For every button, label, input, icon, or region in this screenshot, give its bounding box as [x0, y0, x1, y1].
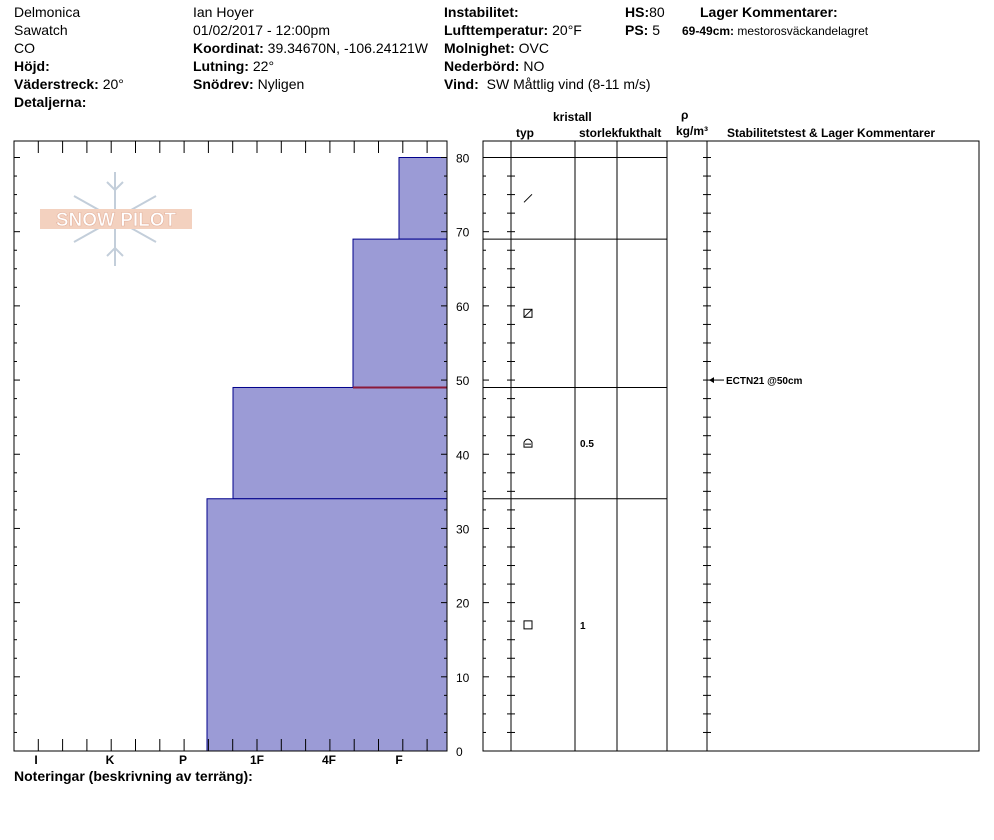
crystal-size-label: 1	[580, 620, 586, 632]
header-rho: ρ	[681, 108, 689, 122]
chart-frames	[14, 141, 979, 751]
location-area: Delmonica	[14, 4, 81, 20]
hardness-tick-label: P	[178, 753, 188, 767]
hs-value: 80	[649, 4, 665, 20]
header-type: typ	[516, 126, 534, 140]
sky-label: Molnighet:	[444, 40, 515, 56]
ps-label: PS:	[625, 22, 649, 38]
precip-label: Nederbörd:	[444, 58, 520, 74]
header-crystal: kristall	[553, 110, 592, 124]
hardness-layers	[207, 158, 447, 752]
hardness-layer-0	[399, 158, 447, 240]
logo-text: SNOW PILOT	[55, 210, 177, 231]
coordinate-label: Koordinat:	[193, 40, 264, 56]
slope-label: Lutning:	[193, 58, 249, 74]
location-range: Sawatch	[14, 22, 68, 38]
y-tick-label: 40	[456, 448, 470, 463]
sky-value: OVC	[518, 40, 549, 56]
hardness-tick-label: I	[34, 753, 38, 767]
observer: Ian Hoyer	[193, 4, 254, 20]
hs-label: HS:	[625, 4, 650, 20]
ps-value: 5	[652, 22, 661, 38]
y-tick-label: 0	[456, 745, 463, 759]
notes-label: Noteringar (beskrivning av terräng):	[14, 768, 253, 784]
y-tick-label: 20	[456, 596, 470, 611]
y-tick-label: 70	[456, 225, 470, 240]
instability-label: Instabilitet:	[444, 4, 519, 20]
hardness-tick-label: 1F	[249, 753, 265, 767]
crystal-stroke	[524, 309, 532, 317]
crystal-cup	[524, 439, 532, 447]
header-moisture: fukthalt	[618, 126, 662, 140]
header-stability: Stabilitetstest & Lager Kommentarer	[727, 126, 936, 140]
coordinate-value: 39.34670N, -106.24121W	[267, 40, 428, 56]
crystal-square-icon	[524, 621, 532, 629]
y-tick-label: 50	[456, 374, 470, 389]
hardness-tick-label: F	[395, 753, 403, 767]
layer-comments-title: Lager Kommentarer:	[700, 4, 838, 20]
layer-table	[483, 158, 803, 632]
airtemp-label: Lufttemperatur:	[444, 22, 549, 38]
layer-comment-range: 69-49cm:	[682, 24, 735, 38]
layer-comment-text: mestorosväckandelagret	[737, 24, 869, 38]
hardness-tick-label: K	[105, 753, 115, 767]
hardness-layer-2	[233, 387, 447, 498]
hardness-layer-3	[207, 499, 447, 751]
wind-label: Vind:	[444, 76, 479, 92]
crystal-cup-icon	[524, 439, 532, 447]
crystal-box	[524, 621, 532, 629]
aspect-label: Väderstreck:	[14, 76, 99, 92]
snowpilot-logo	[40, 172, 192, 266]
crystal-size-label: 0.5	[580, 439, 594, 451]
crystal-stroke	[524, 194, 532, 202]
location-state: CO	[14, 40, 35, 56]
airtemp-value: 20°F	[552, 22, 582, 38]
hardness-tick-label: 4F	[321, 753, 337, 767]
elevation-label: Höjd:	[14, 58, 50, 74]
wind-value: Måttlig vind (8-11 m/s)	[513, 76, 651, 92]
stability-test-label: ECTN21 @50cm	[726, 376, 803, 388]
y-tick-label: 80	[456, 151, 470, 166]
stability-test-arrow	[709, 377, 714, 383]
aspect-value: 20°	[102, 76, 124, 92]
datetime: 01/02/2017 - 12:00pm	[193, 22, 330, 38]
hardness-layer-1	[353, 239, 447, 387]
wind-direction: SW	[486, 76, 510, 92]
y-tick-label: 60	[456, 299, 470, 314]
slope-value: 22°	[252, 58, 275, 74]
y-tick-label: 30	[456, 522, 470, 537]
header-density-unit: kg/m³	[676, 124, 709, 138]
crystal-slash-icon	[524, 194, 532, 202]
precip-value: NO	[523, 58, 545, 74]
header-size: storlek	[579, 126, 619, 140]
drift-value: Nyligen	[257, 76, 305, 92]
details-label: Detaljerna:	[14, 94, 87, 110]
drift-label: Snödrev:	[193, 76, 254, 92]
y-tick-label: 10	[456, 670, 470, 685]
layer-table-frame	[483, 141, 979, 751]
crystal-box-slash-icon	[524, 309, 532, 317]
